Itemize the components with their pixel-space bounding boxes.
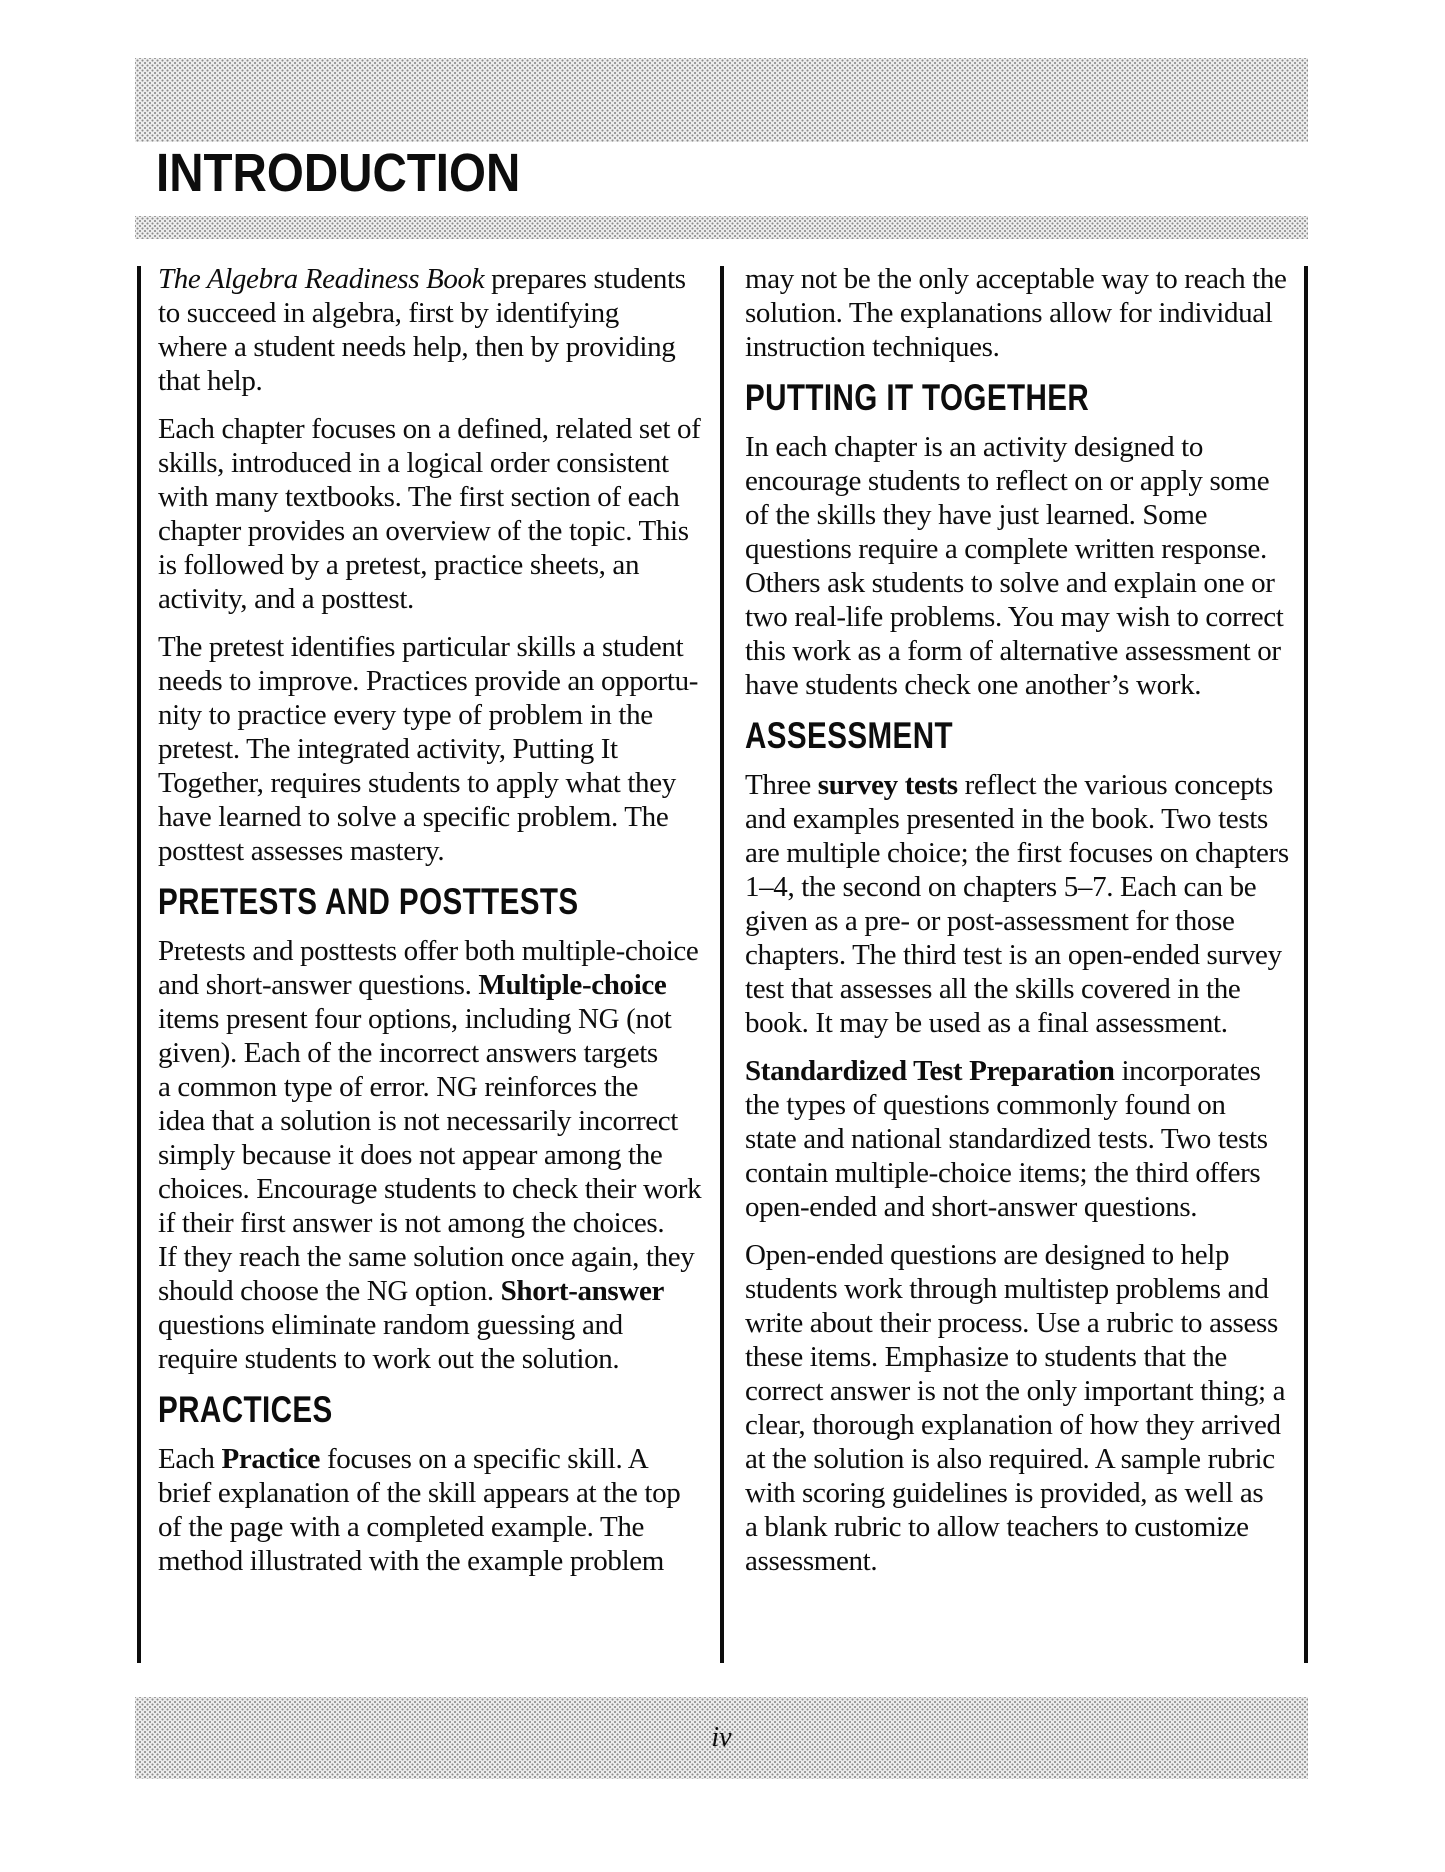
text-line: are multiple choice; the first focuses on chapters <box>745 837 1289 869</box>
text-line: Others ask students to solve and explain one or <box>745 567 1275 599</box>
text-line: given). Each of the incorrect answers targets <box>158 1037 658 1069</box>
paragraph <box>745 1054 1305 1224</box>
text-line: given as a pre- or post-assessment for those <box>745 905 1235 937</box>
text-line: to succeed in algebra, first by identifying <box>158 297 619 329</box>
paragraph <box>158 1442 718 1578</box>
paragraph <box>745 1238 1305 1578</box>
left-column-rule <box>137 266 141 1663</box>
text-line: pretest. The integrated activity, Putting It <box>158 733 618 765</box>
text-line: where a student needs help, then by providing <box>158 331 676 363</box>
text-line: solution. The explanations allow for individual <box>745 297 1273 329</box>
page-number: iv <box>711 1722 732 1753</box>
text-line: nity to practice every type of problem in the <box>158 699 653 731</box>
text-line: encourage students to reflect on or apply some <box>745 465 1270 497</box>
paragraph <box>745 430 1305 702</box>
text-line: instruction techniques. <box>745 331 1000 363</box>
paragraph <box>158 412 718 616</box>
text-line: simply because it does not appear among the <box>158 1139 663 1171</box>
footer-bar <box>135 1697 1308 1779</box>
text-line: correct answer is not the only important thing; a <box>745 1375 1286 1407</box>
text-line: Each Practice focuses on a specific skill. A <box>158 1443 649 1475</box>
paragraph <box>158 630 718 868</box>
text-line: these items. Emphasize to students that the <box>745 1341 1227 1373</box>
text-line: Open-ended questions are designed to help <box>745 1239 1230 1271</box>
text-line: clear, thorough explanation of how they arrived <box>745 1409 1281 1441</box>
text-line: posttest assesses mastery. <box>158 835 445 867</box>
page-title: INTRODUCTION <box>156 143 521 203</box>
text-line: chapters. The third test is an open-ended survey <box>745 939 1282 971</box>
text-line: with many textbooks. The first section of each <box>158 481 680 513</box>
text-line: write about their process. Use a rubric to assess <box>745 1307 1278 1339</box>
text-line: needs to improve. Practices provide an opportu- <box>158 665 699 697</box>
section-heading: ASSESSMENT <box>745 715 953 756</box>
title-underline-bar <box>135 216 1308 239</box>
text-line: with scoring guidelines is provided, as well as <box>745 1477 1264 1509</box>
paragraph <box>158 262 718 398</box>
text-line: this work as a form of alternative assessment or <box>745 635 1281 667</box>
section-heading: PRACTICES <box>158 1389 333 1430</box>
paragraph <box>745 768 1305 1040</box>
text-line: questions eliminate random guessing and <box>158 1309 623 1341</box>
text-line: idea that a solution is not necessarily incorrect <box>158 1105 678 1137</box>
paragraph <box>745 262 1305 364</box>
column-divider-rule <box>720 266 724 1663</box>
paragraph <box>158 934 718 1376</box>
text-line: is followed by a pretest, practice sheets, an <box>158 549 640 581</box>
text-line: of the skills they have just learned. Some <box>745 499 1208 531</box>
text-line: at the solution is also required. A sample rubric <box>745 1443 1275 1475</box>
text-line: of the page with a completed example. The <box>158 1511 644 1543</box>
text-line: The pretest identifies particular skills a student <box>158 631 684 663</box>
text-line: have learned to solve a specific problem. The <box>158 801 669 833</box>
text-line: items present four options, including NG (not <box>158 1003 672 1035</box>
text-line: chapter provides an overview of the topic. This <box>158 515 689 547</box>
text-line: state and national standardized tests. Two tests <box>745 1123 1268 1155</box>
text-line: book. It may be used as a final assessment. <box>745 1007 1228 1039</box>
top-banner <box>135 58 1308 142</box>
text-line: Standardized Test Preparation incorporates <box>745 1055 1261 1087</box>
text-line: and short-answer questions. Multiple-choice <box>158 969 667 1001</box>
text-line: may not be the only acceptable way to reach the <box>745 263 1287 295</box>
text-line: method illustrated with the example problem <box>158 1545 665 1577</box>
text-line: In each chapter is an activity designed to <box>745 431 1203 463</box>
text-line: contain multiple-choice items; the third offers <box>745 1157 1261 1189</box>
text-line: a common type of error. NG reinforces the <box>158 1071 639 1103</box>
text-line: The Algebra Readiness Book prepares students <box>158 263 686 295</box>
left-column <box>158 262 718 1592</box>
text-line: Together, requires students to apply what they <box>158 767 676 799</box>
section-heading: PRETESTS AND POSTTESTS <box>158 881 579 922</box>
text-line: test that assesses all the skills covered in the <box>745 973 1241 1005</box>
text-line: assessment. <box>745 1545 878 1577</box>
section-heading: PUTTING IT TOGETHER <box>745 377 1090 418</box>
text-line: the types of questions commonly found on <box>745 1089 1226 1121</box>
text-line: two real-life problems. You may wish to correct <box>745 601 1284 633</box>
text-line: Three survey tests reflect the various concepts <box>745 769 1273 801</box>
text-line: skills, introduced in a logical order consistent <box>158 447 669 479</box>
text-line: that help. <box>158 365 263 397</box>
text-line: activity, and a posttest. <box>158 583 414 615</box>
text-line: If they reach the same solution once again, they <box>158 1241 695 1273</box>
text-line: Each chapter focuses on a defined, related set of <box>158 413 701 445</box>
text-line: questions require a complete written response. <box>745 533 1267 565</box>
text-line: a blank rubric to allow teachers to customize <box>745 1511 1249 1543</box>
text-line: should choose the NG option. Short-answer <box>158 1275 664 1307</box>
text-line: have students check one another’s work. <box>745 669 1202 701</box>
text-line: if their first answer is not among the choices. <box>158 1207 665 1239</box>
text-line: require students to work out the solution. <box>158 1343 620 1375</box>
right-column <box>745 262 1305 1592</box>
text-line: students work through multistep problems and <box>745 1273 1269 1305</box>
text-line: 1–4, the second on chapters 5–7. Each can be <box>745 871 1257 903</box>
text-line: brief explanation of the skill appears at the top <box>158 1477 681 1509</box>
text-line: Pretests and posttests offer both multiple-choice <box>158 935 699 967</box>
text-line: choices. Encourage students to check their work <box>158 1173 702 1205</box>
text-line: and examples presented in the book. Two tests <box>745 803 1268 835</box>
text-line: open-ended and short-answer questions. <box>745 1191 1198 1223</box>
